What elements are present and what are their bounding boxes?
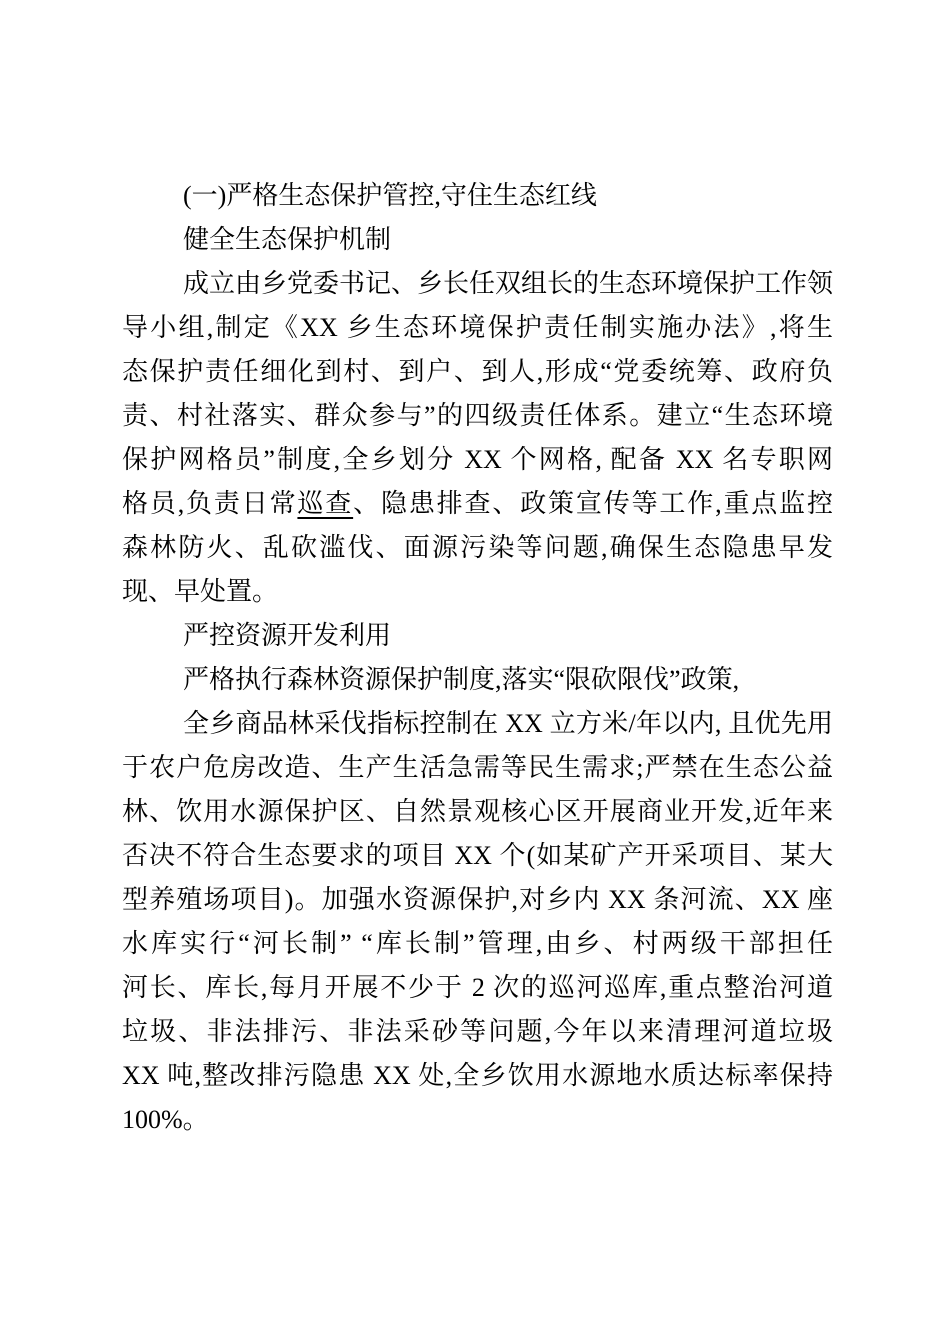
subheading-line: 严控资源开发利用 (183, 621, 392, 650)
body-text-segment: 、隐患排查、政策宣传等工作,重点监控 (353, 489, 833, 518)
body-text-line: 垃圾、非法排污、非法采砂等问题,今年以来清理河道垃圾 (122, 1017, 833, 1046)
body-text-line: 林、饮用水源保护区、自然景观核心区开展商业开发,近年来 (122, 797, 833, 826)
body-text-line: 现、早处置。 (122, 577, 279, 606)
body-text-line: 于农户危房改造、生产生活急需等民生需求;严禁在生态公益 (122, 753, 833, 782)
body-text-line: 全乡商品林采伐指标控制在 XX 立方米/年以内, 且优先用 (183, 709, 833, 738)
body-text-line: 导小组,制定《XX 乡生态环境保护责任制实施办法》,将生 (122, 313, 833, 342)
body-text-line: 态保护责任细化到村、到户、到人,形成“党委统筹、政府负 (122, 357, 833, 386)
body-text-line: 成立由乡党委书记、乡长任双组长的生态环境保护工作领 (183, 269, 833, 298)
body-text-line (122, 482, 833, 526)
body-text-line: 森林防火、乱砍滥伐、面源污染等问题,确保生态隐患早发 (122, 533, 833, 562)
body-text-line: 水库实行“河长制” “库长制”管理,由乡、村两级干部担任 (122, 929, 833, 958)
body-text-line: XX 吨,整改排污隐患 XX 处,全乡饮用水源地水质达标率保持 (122, 1061, 833, 1090)
body-text-line: 型养殖场项目)。加强水资源保护,对乡内 XX 条河流、XX 座 (122, 885, 833, 914)
body-text-line: 100%。 (122, 1105, 209, 1134)
section-heading-line: (一)严格生态保护管控,守住生态红线 (183, 181, 597, 210)
document-text-block (122, 174, 833, 1142)
body-text-segment: 格员,负责日常 (122, 489, 298, 518)
body-text-line: 严格执行森林资源保护制度,落实“限砍限伐”政策, (183, 665, 740, 694)
body-text-line: 责、村社落实、群众参与”的四级责任体系。建立“生态环境 (122, 401, 833, 430)
body-text-line: 否决不符合生态要求的项目 XX 个(如某矿产开采项目、某大 (122, 841, 833, 870)
body-text-line: 河长、库长,每月开展不少于 2 次的巡河巡库,重点整治河道 (122, 973, 833, 1002)
underlined-text: 巡查 (297, 489, 354, 518)
subheading-line: 健全生态保护机制 (183, 225, 392, 254)
body-text-line: 保护网格员”制度,全乡划分 XX 个网格, 配备 XX 名专职网 (122, 445, 833, 474)
